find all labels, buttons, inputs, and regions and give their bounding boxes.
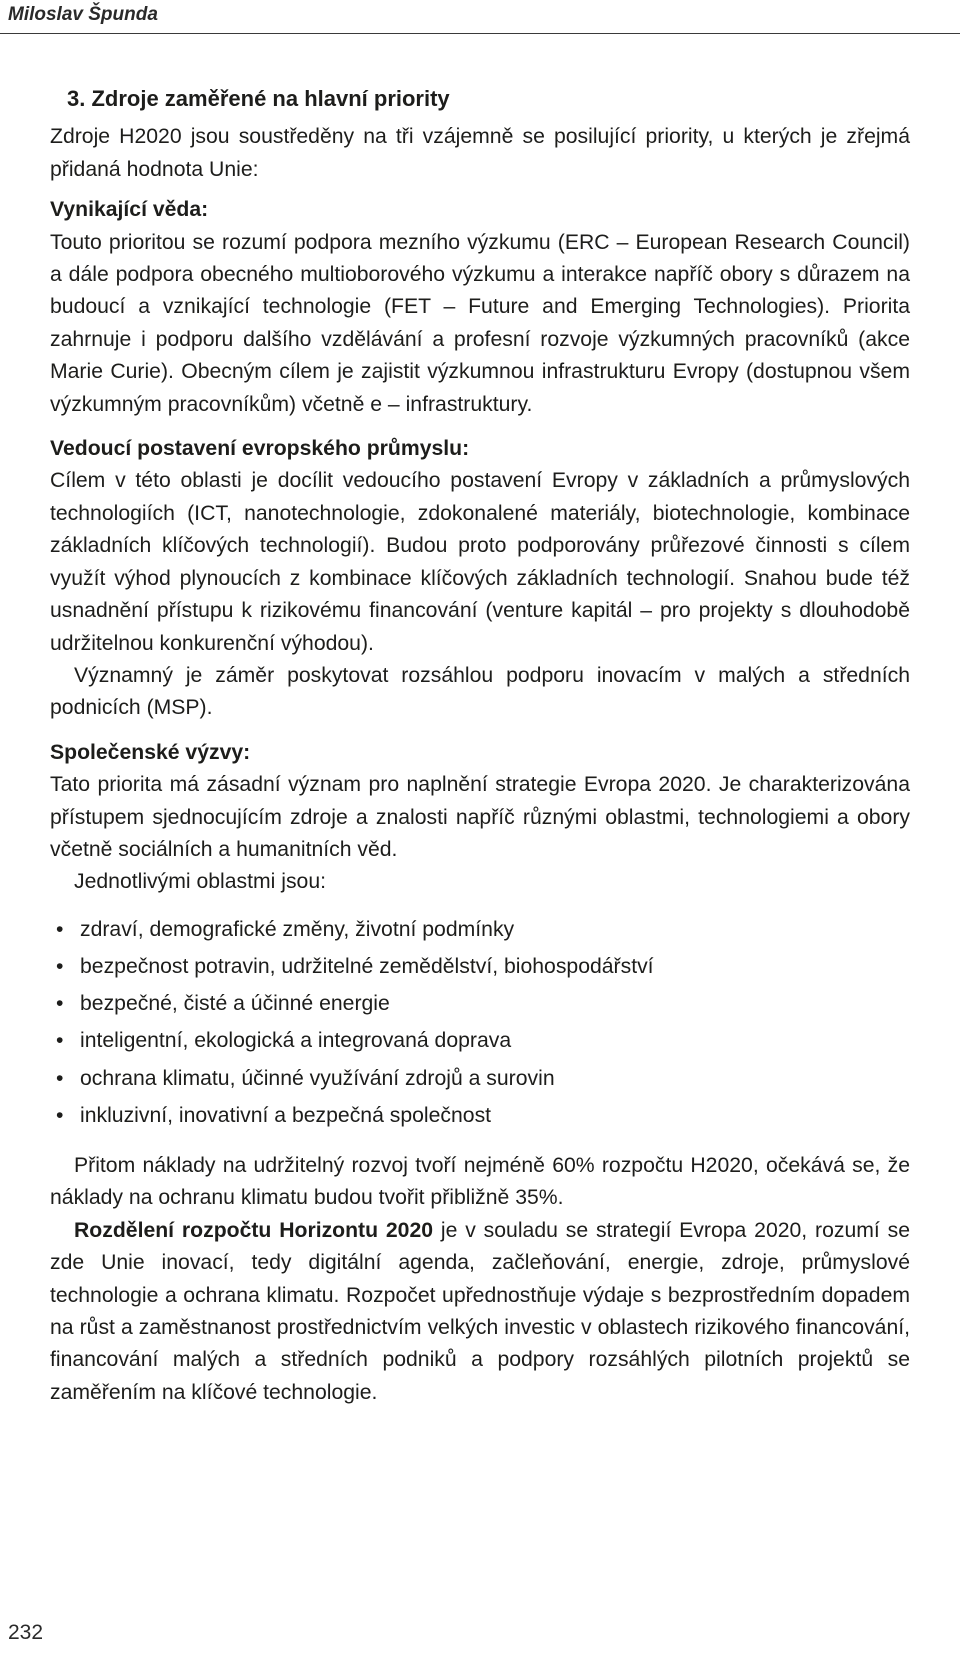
- industry-heading: Vedoucí postavení evropského průmyslu:: [50, 437, 470, 461]
- budget-bold-lead: Rozdělení rozpočtu Horizontu 2020: [74, 1218, 434, 1242]
- bullet-icon: •: [56, 1066, 64, 1090]
- bullet-icon: •: [56, 1029, 64, 1053]
- bullet-icon: •: [56, 1103, 64, 1127]
- header-divider: [0, 33, 960, 34]
- science-heading: Vynikající věda:: [50, 198, 209, 222]
- list-item: • bezpečnost potravin, udržitelné zemědělství, biohospodářství: [50, 948, 910, 985]
- bullet-icon: •: [56, 954, 64, 978]
- society-paragraph: Tato priorita má zásadní význam pro naplnění strategie Evropa 2020. Je charakterizována přístupem sjednocujícím zdroje a znalosti napříč různými oblastmi, technologiemi a obory včetně sociálních a humanitních věd.: [50, 773, 910, 861]
- list-item: • inteligentní, ekologická a integrovaná doprava: [50, 1022, 910, 1059]
- page-body: [50, 83, 910, 1409]
- list-item: • bezpečné, čisté a účinné energie: [50, 985, 910, 1022]
- areas-intro: Jednotlivými oblastmi jsou:: [74, 870, 326, 894]
- science-paragraph: Touto prioritou se rozumí podpora mezního výzkumu (ERC – European Research Council) a dále podpora obecného multioborového výzkumu a interakce napříč obory s důrazem na budoucí a vznikající technologie (FET – Future and Emerging Technologies). Priorita zahrnuje i podporu dalšího vzdělávání a profesní rozvoje výzkumných pracovníků (akce Marie Curie). Obecným cílem je zajistit výzkumnou infrastrukturu Evropy (dostupnou všem výzkumným pracovníkům) včetně e – infrastruktury.: [50, 230, 910, 416]
- society-heading: Společenské výzvy:: [50, 740, 251, 764]
- industry-paragraph-sme: Významný je záměr poskytovat rozsáhlou podporu inovacím v malých a středních podnicích (MSP).: [50, 663, 910, 720]
- running-header-author: Miloslav Špunda: [8, 4, 158, 25]
- areas-list: [50, 911, 910, 1134]
- industry-paragraph: Cílem v této oblasti je docílit vedoucího postavení Evropy v základních a průmyslových technologiích (ICT, nanotechnologie, zdokonalené materiály, biotechnologie, kombinace základních klíčových technologií). Budou proto podporovány průřezové činnosti s cílem využít výhod plynoucích z kombinace klíčových základních technologií. Snahou bude též usnadnění přístupu k rizikovému financování (venture kapitál – pro projekty s dlouhodobě udržitelnou konkurenční výhodou).: [50, 469, 910, 655]
- list-item: • ochrana klimatu, účinné využívání zdrojů a surovin: [50, 1060, 910, 1097]
- page-number: 232: [8, 1621, 44, 1644]
- list-item: • zdraví, demografické změny, životní podmínky: [50, 911, 910, 948]
- bullet-icon: •: [56, 992, 64, 1016]
- budget-paragraph: [50, 1215, 910, 1409]
- section-intro: Zdroje H2020 jsou soustředěny na tři vzájemně se posilující priority, u kterých je zřejmá přidaná hodnota Unie:: [50, 125, 910, 181]
- budget-text: je v souladu se strategií Evropa 2020, rozumí se zde Unie inovací, tedy digitální agenda, začleňování, energie, zdroje, průmyslové technologie a ochrana klimatu. Rozpočet upřednostňuje výdaje s bezprostředním dopadem na růst a zaměstnanost prostřednictvím velkých investic v oblastech rizikového financování, financování malých a středních podniků a podpory rozsáhlých pilotních projektů se zaměřením na klíčové technologie.: [50, 1218, 911, 1404]
- costs-paragraph: Přitom náklady na udržitelný rozvoj tvoří nejméně 60% rozpočtu H2020, očekává se, že náklady na ochranu klimatu budou tvořit přibližně 35%.: [50, 1153, 910, 1210]
- bullet-icon: •: [56, 917, 64, 941]
- list-item: • inkluzivní, inovativní a bezpečná společnost: [50, 1097, 910, 1134]
- section-title: 3. Zdroje zaměřené na hlavní priority: [67, 86, 450, 111]
